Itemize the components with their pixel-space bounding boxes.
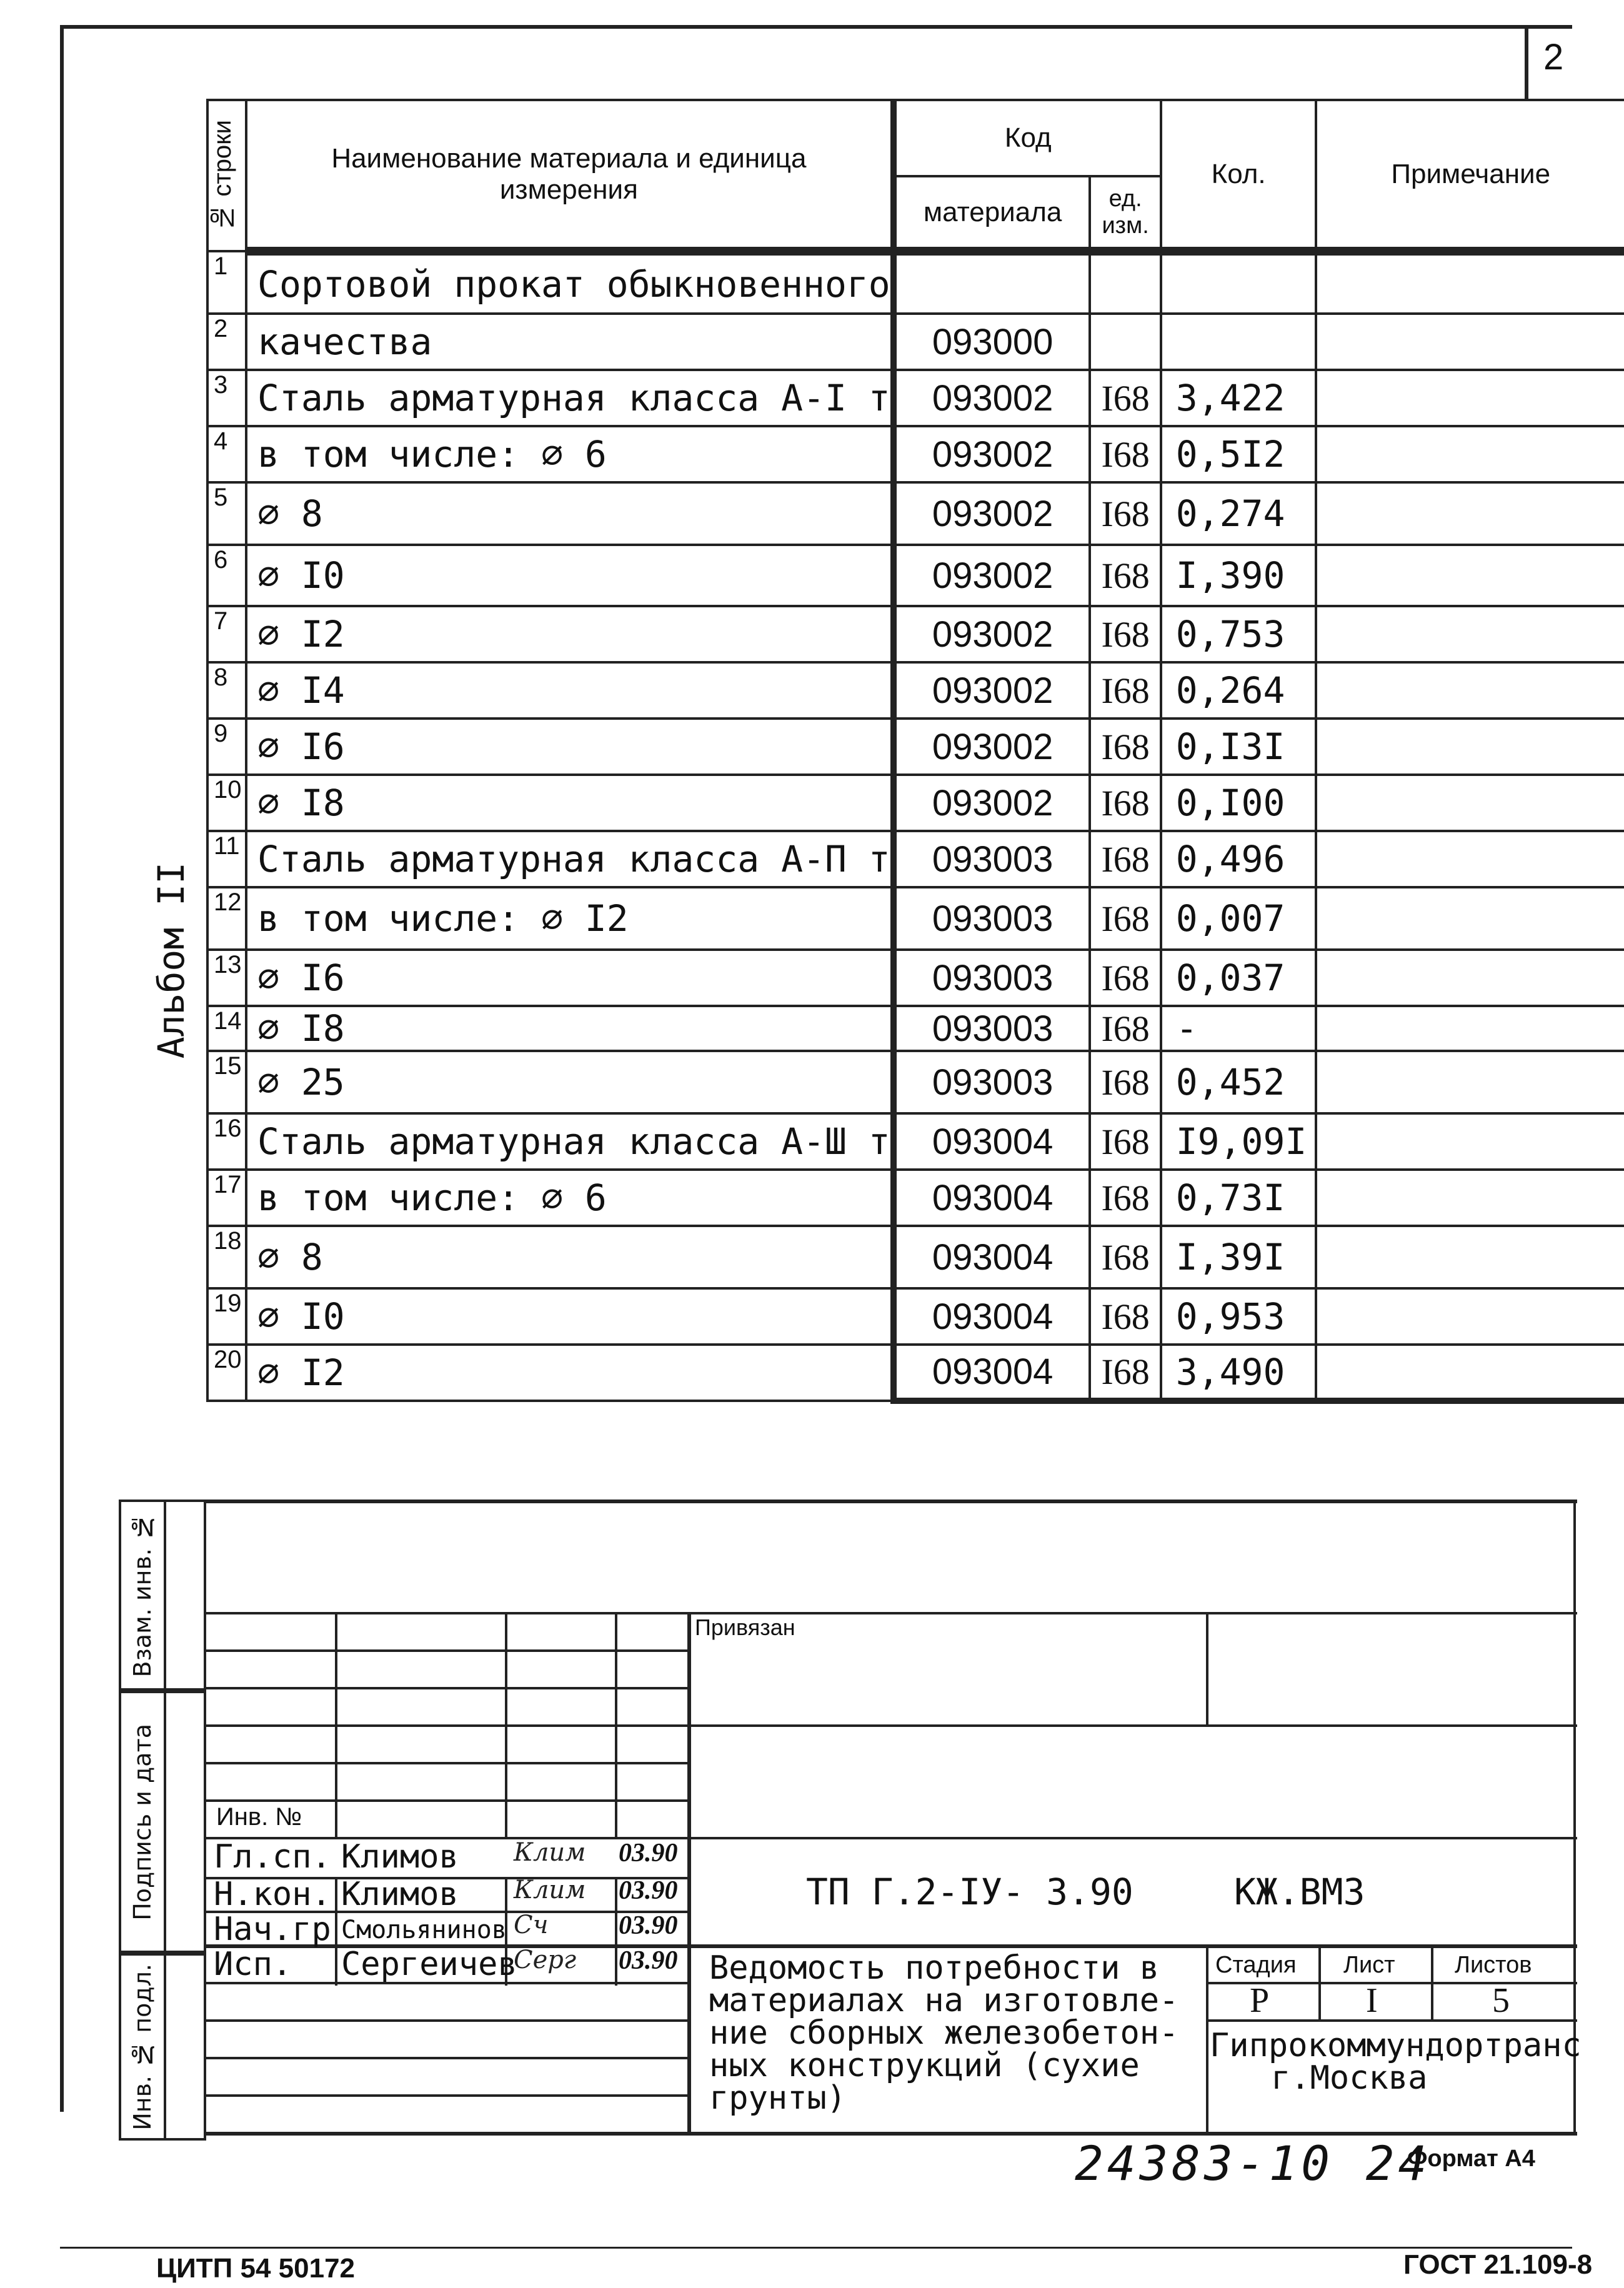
document-title-line: Ведомость потребности в <box>709 1949 1160 1987</box>
unit-code: I68 <box>1090 831 1160 887</box>
unit-code: I68 <box>1090 1051 1160 1113</box>
sheet-value: I <box>1366 1981 1378 2020</box>
row-number: 4 <box>207 426 246 482</box>
unit-code: I68 <box>1090 1113 1160 1170</box>
sheets-label: Листов <box>1455 1952 1532 1978</box>
signatory-role: Н.кон. <box>214 1876 331 1913</box>
note-cell <box>1316 831 1624 887</box>
privyazan-label: Привязан <box>695 1614 795 1640</box>
table-row <box>207 1226 1624 1288</box>
signatory-role: Гл.сп. <box>214 1838 331 1876</box>
row-number: 5 <box>207 482 246 545</box>
material-code: 093004 <box>894 1345 1090 1401</box>
quantity: 3,490 <box>1161 1345 1317 1401</box>
table-row <box>207 251 1624 314</box>
header-name: Наименование материала и единица измерения <box>246 100 894 251</box>
row-number: 20 <box>207 1345 246 1401</box>
document-title-line: материалах на изготовле- <box>709 1982 1179 2019</box>
material-name: в том числе: ∅ 6 <box>246 1170 894 1226</box>
table-row <box>207 606 1624 662</box>
unit-code <box>1090 251 1160 314</box>
quantity: 0,753 <box>1161 606 1317 662</box>
document-title-line: ных конструкций (сухие <box>709 2047 1140 2084</box>
unit-code: I68 <box>1090 482 1160 545</box>
material-name: качества <box>246 314 894 370</box>
signature: Клим <box>514 1876 586 1904</box>
material-code: 093002 <box>894 426 1090 482</box>
table-row <box>207 831 1624 887</box>
row-number: 13 <box>207 950 246 1006</box>
note-cell <box>1316 887 1624 950</box>
signature-date: 03.90 <box>619 1946 678 1975</box>
unit-code: I68 <box>1090 1006 1160 1051</box>
sheets-value: 5 <box>1492 1981 1510 2020</box>
header-row-no: № строки <box>207 100 246 251</box>
note-cell <box>1316 1170 1624 1226</box>
document-title-line: ние сборных железобетон- <box>709 2014 1179 2052</box>
materials-table <box>206 99 1624 1404</box>
material-code: 093002 <box>894 545 1090 606</box>
unit-code <box>1090 314 1160 370</box>
signature: Сч <box>514 1911 549 1939</box>
material-code <box>894 251 1090 314</box>
quantity: 0,452 <box>1161 1051 1317 1113</box>
row-number: 9 <box>207 719 246 775</box>
unit-code: I68 <box>1090 426 1160 482</box>
document-title <box>709 1949 1179 2117</box>
frame-top-border <box>60 25 1572 29</box>
material-name: ∅ I0 <box>246 1288 894 1345</box>
material-code: 093002 <box>894 606 1090 662</box>
unit-code: I68 <box>1090 370 1160 426</box>
row-number: 1 <box>207 251 246 314</box>
material-code: 093003 <box>894 831 1090 887</box>
material-code: 093003 <box>894 1006 1090 1051</box>
table-row <box>207 775 1624 831</box>
stamp-vzam-label: Взам. инв. № <box>129 1513 156 1678</box>
material-code: 093002 <box>894 370 1090 426</box>
quantity: 0,007 <box>1161 887 1317 950</box>
row-number: 11 <box>207 831 246 887</box>
row-number: 18 <box>207 1226 246 1288</box>
signature-date: 03.90 <box>619 1839 678 1868</box>
note-cell <box>1316 1051 1624 1113</box>
material-code: 093002 <box>894 662 1090 719</box>
signatory-name: Климов <box>341 1876 459 1913</box>
header-code-material: материала <box>894 176 1090 251</box>
unit-code: I68 <box>1090 1345 1160 1401</box>
note-cell <box>1316 606 1624 662</box>
header-note: Примечание <box>1316 100 1624 251</box>
material-name: Сталь арматурная класса А-Ш т <box>246 1113 894 1170</box>
table-row <box>207 545 1624 606</box>
material-name: ∅ I6 <box>246 950 894 1006</box>
stamp-inv-podl-label: Инв. № подл. <box>129 1963 156 2131</box>
row-number: 8 <box>207 662 246 719</box>
unit-code: I68 <box>1090 950 1160 1006</box>
table-row <box>207 662 1624 719</box>
note-cell <box>1316 314 1624 370</box>
stage-label: Стадия <box>1215 1952 1297 1978</box>
quantity: 0,264 <box>1161 662 1317 719</box>
table-row <box>207 887 1624 950</box>
format-label: Формат А4 <box>1407 2146 1535 2172</box>
material-name: Сортовой прокат обыкновенного <box>246 251 894 314</box>
row-number: 15 <box>207 1051 246 1113</box>
organization-name: Гипрокоммундортранс <box>1210 2027 1582 2064</box>
unit-code: I68 <box>1090 606 1160 662</box>
quantity: 0,73I <box>1161 1170 1317 1226</box>
row-number: 3 <box>207 370 246 426</box>
quantity: 0,I00 <box>1161 775 1317 831</box>
unit-code: I68 <box>1090 887 1160 950</box>
material-code: 093004 <box>894 1170 1090 1226</box>
row-number: 2 <box>207 314 246 370</box>
row-number: 7 <box>207 606 246 662</box>
material-name: в том числе: ∅ 6 <box>246 426 894 482</box>
material-name: ∅ I4 <box>246 662 894 719</box>
header-code-unit: ед. изм. <box>1090 176 1160 251</box>
table-row <box>207 1113 1624 1170</box>
quantity: - <box>1161 1006 1317 1051</box>
sheet-number-box-line <box>1525 25 1528 99</box>
material-name: ∅ 8 <box>246 482 894 545</box>
signatory-role: Исп. <box>214 1946 292 1983</box>
material-code: 093000 <box>894 314 1090 370</box>
material-name: Сталь арматурная класса А-I т <box>246 370 894 426</box>
handwritten-number: 24383-10 24 <box>1075 2136 1431 2191</box>
quantity: 3,422 <box>1161 370 1317 426</box>
table-row <box>207 426 1624 482</box>
row-number: 12 <box>207 887 246 950</box>
quantity: I,390 <box>1161 545 1317 606</box>
unit-code: I68 <box>1090 662 1160 719</box>
material-name: ∅ I6 <box>246 719 894 775</box>
stage-value: Р <box>1250 1981 1270 2020</box>
table-row <box>207 1051 1624 1113</box>
row-number: 10 <box>207 775 246 831</box>
quantity: I,39I <box>1161 1226 1317 1288</box>
material-name: ∅ I2 <box>246 1345 894 1401</box>
material-name: ∅ 8 <box>246 1226 894 1288</box>
quantity: 0,037 <box>1161 950 1317 1006</box>
table-row <box>207 482 1624 545</box>
signature-date: 03.90 <box>619 1911 678 1940</box>
note-cell <box>1316 426 1624 482</box>
document-mark: КЖ.ВМ3 <box>1234 1871 1365 1913</box>
material-code: 093004 <box>894 1288 1090 1345</box>
unit-code: I68 <box>1090 1288 1160 1345</box>
stamp-inv-podl <box>119 1953 206 2141</box>
inv-no-label: Инв. № <box>216 1803 302 1831</box>
table-row <box>207 1006 1624 1051</box>
material-name: ∅ I8 <box>246 1006 894 1051</box>
table-row <box>207 950 1624 1006</box>
material-code: 093004 <box>894 1113 1090 1170</box>
note-cell <box>1316 1006 1624 1051</box>
signatory-role: Нач.гр <box>214 1911 331 1948</box>
quantity: 0,953 <box>1161 1288 1317 1345</box>
organization-city: г.Москва <box>1271 2059 1428 2097</box>
footer-right: ГОСТ 21.109-8 <box>1403 2249 1593 2280</box>
quantity: 0,5I2 <box>1161 426 1317 482</box>
note-cell <box>1316 1226 1624 1288</box>
signatory-name: Климов <box>341 1838 459 1876</box>
material-code: 093003 <box>894 1051 1090 1113</box>
material-code: 093002 <box>894 482 1090 545</box>
note-cell <box>1316 370 1624 426</box>
material-code: 093003 <box>894 887 1090 950</box>
signatory-name: Смольянинов <box>341 1916 507 1944</box>
header-qty: Кол. <box>1161 100 1317 251</box>
note-cell <box>1316 662 1624 719</box>
table-row <box>207 370 1624 426</box>
signature-date: 03.90 <box>619 1876 678 1905</box>
quantity <box>1161 314 1317 370</box>
note-cell <box>1316 1113 1624 1170</box>
sheet-label: Лист <box>1343 1952 1395 1978</box>
footer-rule <box>60 2247 1572 2249</box>
unit-code: I68 <box>1090 545 1160 606</box>
note-cell <box>1316 482 1624 545</box>
quantity: 0,496 <box>1161 831 1317 887</box>
material-name: ∅ 25 <box>246 1051 894 1113</box>
material-name: ∅ I0 <box>246 545 894 606</box>
note-cell <box>1316 775 1624 831</box>
note-cell <box>1316 1345 1624 1401</box>
table-row <box>207 1345 1624 1401</box>
quantity: I9,09I <box>1161 1113 1317 1170</box>
row-number: 6 <box>207 545 246 606</box>
quantity <box>1161 251 1317 314</box>
row-number: 19 <box>207 1288 246 1345</box>
footer-left: ЦИТП 54 50172 <box>156 2253 356 2284</box>
table-row <box>207 719 1624 775</box>
stamp-vzam <box>119 1500 206 1691</box>
quantity: 0,I3I <box>1161 719 1317 775</box>
signature: Серг <box>514 1946 577 1974</box>
note-cell <box>1316 1288 1624 1345</box>
material-name: ∅ I2 <box>246 606 894 662</box>
unit-code: I68 <box>1090 719 1160 775</box>
album-label: Альбом II <box>150 862 192 1059</box>
unit-code: I68 <box>1090 775 1160 831</box>
material-code: 093004 <box>894 1226 1090 1288</box>
quantity: 0,274 <box>1161 482 1317 545</box>
table-row <box>207 1288 1624 1345</box>
material-name: в том числе: ∅ I2 <box>246 887 894 950</box>
header-code: Код <box>894 100 1161 176</box>
note-cell <box>1316 719 1624 775</box>
document-title-line: грунты) <box>709 2079 847 2117</box>
table-row <box>207 1170 1624 1226</box>
row-number: 16 <box>207 1113 246 1170</box>
material-name: ∅ I8 <box>246 775 894 831</box>
material-code: 093003 <box>894 950 1090 1006</box>
signatory-name: Сергеичев <box>341 1946 517 1983</box>
row-number: 17 <box>207 1170 246 1226</box>
frame-left-border <box>60 25 64 2112</box>
note-cell <box>1316 251 1624 314</box>
material-code: 093002 <box>894 719 1090 775</box>
stamp-podpis <box>119 1691 206 1953</box>
row-number: 14 <box>207 1006 246 1051</box>
material-code: 093002 <box>894 775 1090 831</box>
stamp-podpis-label: Подпись и дата <box>129 1723 156 1921</box>
table-row <box>207 314 1624 370</box>
unit-code: I68 <box>1090 1226 1160 1288</box>
note-cell <box>1316 545 1624 606</box>
note-cell <box>1316 950 1624 1006</box>
signature: Клим <box>514 1838 586 1867</box>
material-name: Сталь арматурная класса А-П т <box>246 831 894 887</box>
unit-code: I68 <box>1090 1170 1160 1226</box>
document-code: ТП Г.2-IУ- 3.90 <box>806 1871 1133 1913</box>
sheet-number: 2 <box>1543 37 1564 77</box>
